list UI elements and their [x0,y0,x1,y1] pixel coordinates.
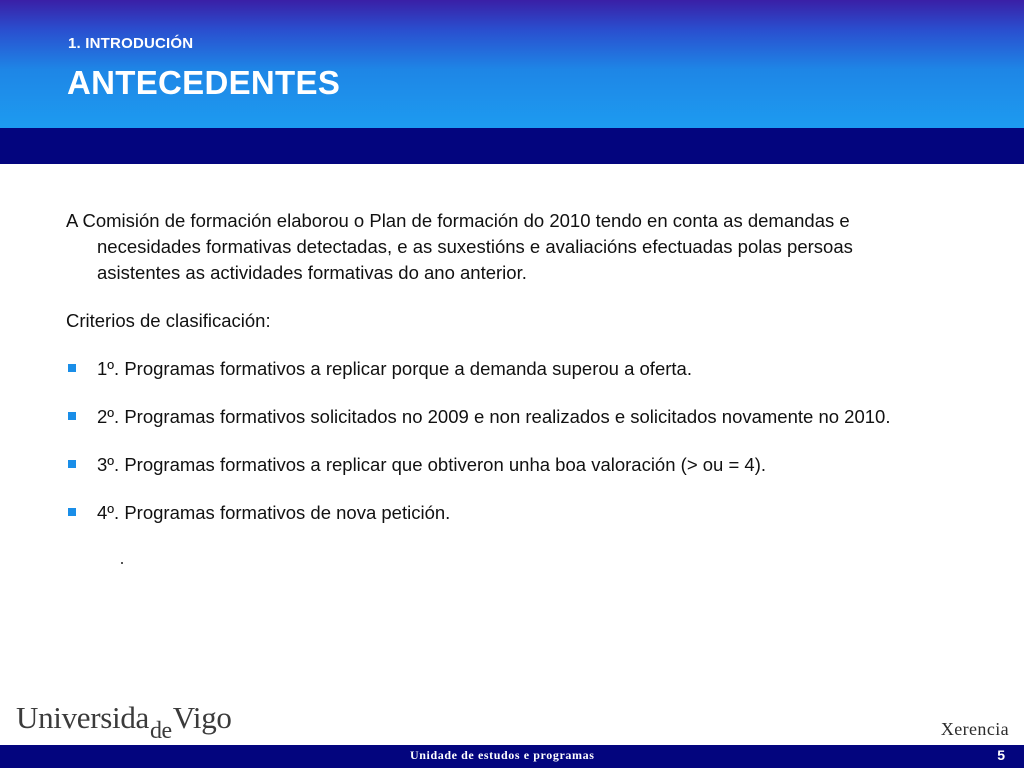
logo-text-universidad: Universida [16,700,150,735]
criteria-item [66,452,896,478]
square-bullet-icon [68,412,76,420]
criteria-item [66,356,896,382]
square-bullet-icon [68,508,76,516]
criteria-item [66,500,896,526]
criteria-item-text: 1º. Programas formativos a replicar porque a demanda superou a oferta. [97,358,692,379]
square-bullet-icon [68,460,76,468]
section-label: 1. INTRODUCIÓN [68,35,194,52]
slide-title: ANTECEDENTES [67,64,341,101]
criteria-item-text: 3º. Programas formativos a replicar que obtiveron unha boa valoración (> ou = 4). [97,454,767,475]
header-band [0,128,1024,164]
department-label: Xerencia [940,719,1009,739]
criteria-list [66,356,896,526]
stray-dot [121,562,123,564]
intro-paragraph: A Comisión de formación elaborou o Plan de formación do 2010 tendo en conta as demandas e necesidades formativas detectadas, e as suxestións e avaliacións efectuadas polas persoas asistentes as actividades formativas do ano anterior. [66,210,853,283]
footer-band [0,745,1024,768]
criteria-item-text: 4º. Programas formativos de nova petición. [97,502,451,523]
slide-header [0,0,1024,128]
criteria-item-text: 2º. Programas formativos solicitados no 2009 e non realizados e solicitados novamente no 2010. [97,406,891,427]
university-logo [16,700,232,744]
criteria-item [66,404,896,430]
logo-text-vigo: Vigo [172,700,232,735]
criteria-heading: Criterios de clasificación: [66,310,271,331]
slide-content [66,208,896,526]
unit-label: Unidade de estudos e programas [410,748,595,762]
square-bullet-icon [68,364,76,372]
logo-text-de: de [150,718,172,744]
page-number: 5 [997,747,1005,763]
